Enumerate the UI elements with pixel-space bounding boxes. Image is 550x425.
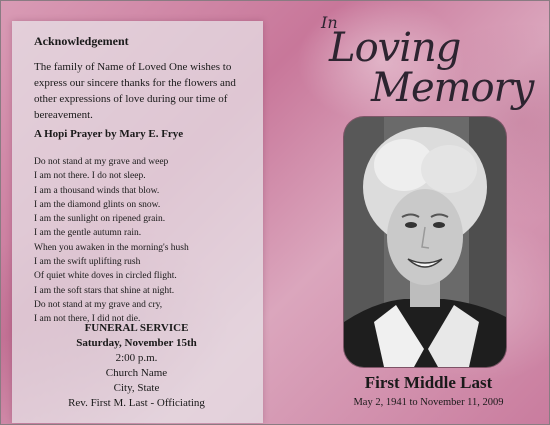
poem-line: I am the sunlight on ripened grain. — [34, 214, 166, 225]
poem-line: I am a thousand winds that blow. — [34, 185, 160, 196]
prayer-title: A Hopi Prayer by Mary E. Frye — [34, 128, 184, 140]
service-church: Church Name — [105, 367, 168, 379]
funeral-service-block — [21, 321, 252, 411]
service-time: 2:00 p.m. — [115, 352, 158, 364]
poem-line: I am the diamond glints on snow. — [34, 199, 161, 210]
service-heading: FUNERAL SERVICE — [84, 322, 189, 334]
service-date: Saturday, November 15th — [76, 337, 197, 349]
poem-line: When you awaken in the morning's hush — [34, 242, 189, 253]
script-in: In — [321, 13, 338, 32]
poem-line: I am not there. I do not sleep. — [34, 171, 146, 182]
poem-line: Do not stand at my grave and weep — [34, 157, 169, 167]
acknowledgement-title: Acknowledgement — [34, 34, 129, 48]
life-dates: May 2, 1941 to November 11, 2009 — [353, 397, 504, 408]
poem-line: I am the soft stars that shine at night. — [34, 285, 175, 296]
poem-line: I am not there, I did not die. — [34, 314, 141, 325]
service-location: City, State — [113, 382, 160, 394]
script-memory: Memory — [371, 65, 534, 111]
poem-line: Do not stand at my grave and cry, — [34, 299, 163, 310]
deceased-name: First Middle Last — [364, 373, 493, 392]
acknowledgement-text: The family of Name of Loved One wishes to express our sincere thanks for the flowers and other expressions of love during our time of bereavement. — [34, 61, 236, 121]
poem-line: I am the gentle autumn rain. — [34, 228, 142, 239]
portrait-photo — [344, 117, 506, 367]
portrait-illustration — [344, 117, 506, 367]
service-officiant: Rev. First M. Last - Officiating — [68, 397, 205, 409]
poem — [34, 155, 254, 327]
poem-line: Of quiet white doves in circled flight. — [34, 271, 177, 282]
poem-line: I am the swift uplifting rush — [34, 257, 141, 268]
script-loving: Loving — [329, 25, 461, 71]
